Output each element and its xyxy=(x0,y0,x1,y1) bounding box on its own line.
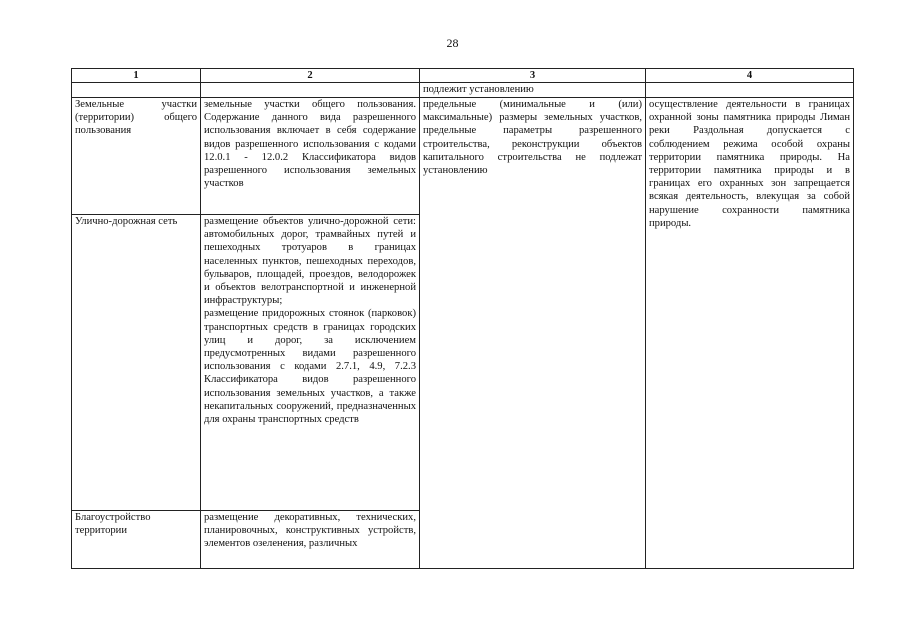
row-name: Улично-дорожная сеть xyxy=(72,215,201,511)
continuation-cell-2 xyxy=(201,83,420,98)
row-description: земельные участки общего пользования. Содержание данного вида разрешенного использования включает в себя содержание видов разрешенного использования с кодами 12.0.1 - 12.0.2 Классификатора видов разрешенного использования земельных участков xyxy=(201,98,420,215)
header-col-2: 2 xyxy=(201,69,420,83)
continuation-row xyxy=(72,83,854,98)
row-description-part-1: размещение объектов улично-дорожной сети: автомобильных дорог, трамвайных путей и пешеходных тротуаров в границах населенных пунктов, пешеходных переходов, бульваров, площадей, проездов, велодорожек и объектов велотранспортной и инженерной инфраструктуры; xyxy=(204,216,416,307)
row-name: Земельные участки (территории) общего пользования xyxy=(72,98,201,215)
row-description: размещение декоративных, технических, планировочных, конструктивных устройств, элементов озеленения, различных xyxy=(201,511,420,569)
row-name: Благоустройство территории xyxy=(72,511,201,569)
table-row xyxy=(72,98,854,215)
land-use-table xyxy=(71,68,854,569)
continuation-cell-3: подлежит установлению xyxy=(420,83,646,98)
restrictions-cell: осуществление деятельности в границах охранной зоны памятника природы Лиман реки Раздольная допускается с соблюдением режима особой охраны территории памятника природы. На территории памятника природы и в границах его охранных зон запрещается всякая деятельность, влекущая за собой нарушение сохранности памятника природы. xyxy=(646,98,854,569)
header-col-4: 4 xyxy=(646,69,854,83)
continuation-cell-1 xyxy=(72,83,201,98)
header-col-1: 1 xyxy=(72,69,201,83)
page-number: 28 xyxy=(446,36,459,50)
row-description-part-2: размещение придорожных стоянок (парковок) транспортных средств в границах городских улиц и дорог, за исключением предусмотренных видами разрешенного использования с кодами 2.7.1, 4.9, 7.2.3 Классификатора видов разрешенного использования земельных участков, а также некапитальных сооружений, предназначенных для охраны транспортных средств xyxy=(204,308,416,426)
header-col-3: 3 xyxy=(420,69,646,83)
row-description xyxy=(201,215,420,511)
continuation-cell-4 xyxy=(646,83,854,98)
header-row xyxy=(72,69,854,83)
parameters-cell: предельные (минимальные и (или) максимальные) размеры земельных участков, предельные параметры разрешенного строительства, реконструкции объектов капитального строительства не подлежат установлению xyxy=(420,98,646,569)
